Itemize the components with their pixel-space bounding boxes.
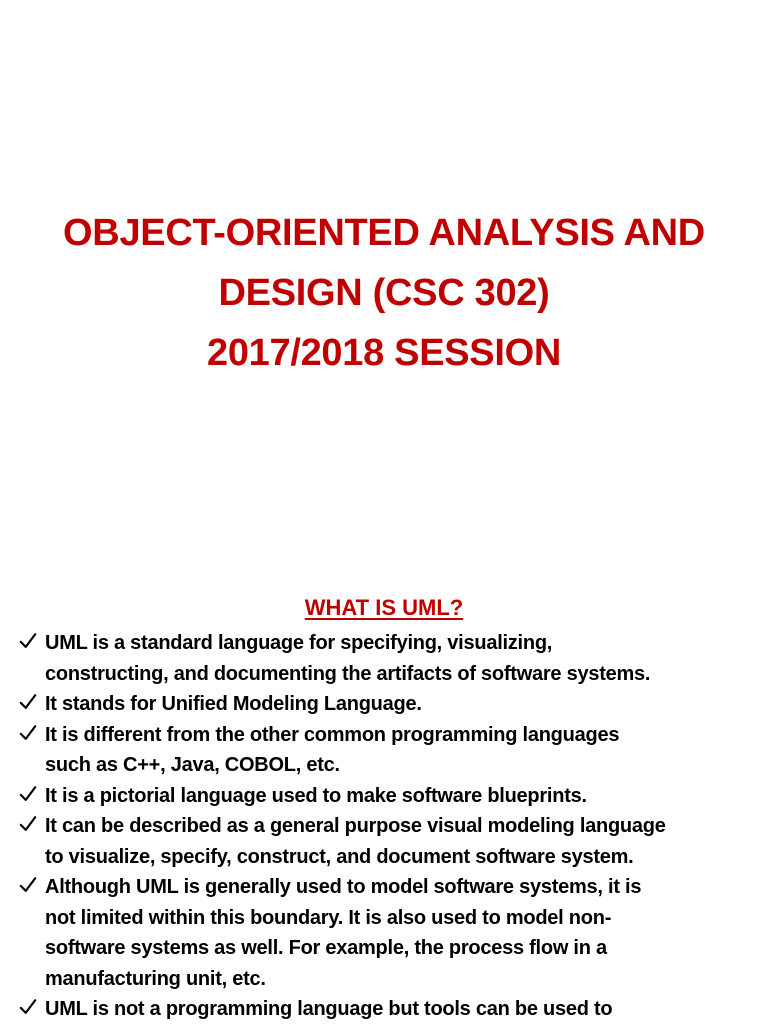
- check-mark-icon: [19, 632, 37, 650]
- bullet-item: [0, 872, 768, 994]
- check-mark-icon: [19, 998, 37, 1016]
- bullet-line: It can be described as a general purpose visual modeling language: [45, 815, 666, 837]
- bullet-line: software systems as well. For example, the process flow in a: [45, 937, 607, 959]
- check-mark-icon: [19, 815, 37, 833]
- slide-title: [0, 203, 768, 383]
- bullet-item: [0, 781, 768, 812]
- slide-title-line-1: OBJECT-ORIENTED ANALYSIS AND: [63, 212, 705, 254]
- section-heading: WHAT IS UML?: [304, 595, 464, 620]
- slide-title-line-3: 2017/2018 SESSION: [206, 332, 562, 374]
- bullet-line: to visualize, specify, construct, and document software system.: [45, 845, 634, 868]
- bullet-line: It is different from the other common programming languages: [45, 723, 620, 746]
- bullet-line: constructing, and documenting the artifacts of software systems.: [45, 662, 651, 685]
- check-mark-icon: [19, 876, 37, 894]
- bullet-line: UML is a standard language for specifying, visualizing,: [45, 632, 553, 654]
- bullet-line: It stands for Unified Modeling Language.: [45, 693, 422, 715]
- bullet-item: [0, 689, 768, 720]
- check-mark-icon: [19, 785, 37, 803]
- bullet-line: manufacturing unit, etc.: [45, 967, 266, 990]
- bullet-item: [0, 628, 768, 689]
- check-mark-icon: [19, 693, 37, 711]
- bullet-item: [0, 720, 768, 781]
- bullet-line: Although UML is generally used to model software systems, it is: [45, 876, 642, 898]
- bullet-line: such as C++, Java, COBOL, etc.: [45, 754, 340, 776]
- slide-title-line-2: DESIGN (CSC 302): [218, 272, 550, 314]
- bullet-line: UML is not a programming language but tools can be used to: [45, 998, 613, 1020]
- check-mark-icon: [19, 724, 37, 742]
- bullet-item: [0, 811, 768, 872]
- bullet-line: not limited within this boundary. It is also used to model non-: [45, 906, 612, 929]
- bullet-item: [0, 994, 768, 1024]
- bullet-list: [0, 628, 768, 1024]
- bullet-line: It is a pictorial language used to make software blueprints.: [45, 784, 587, 807]
